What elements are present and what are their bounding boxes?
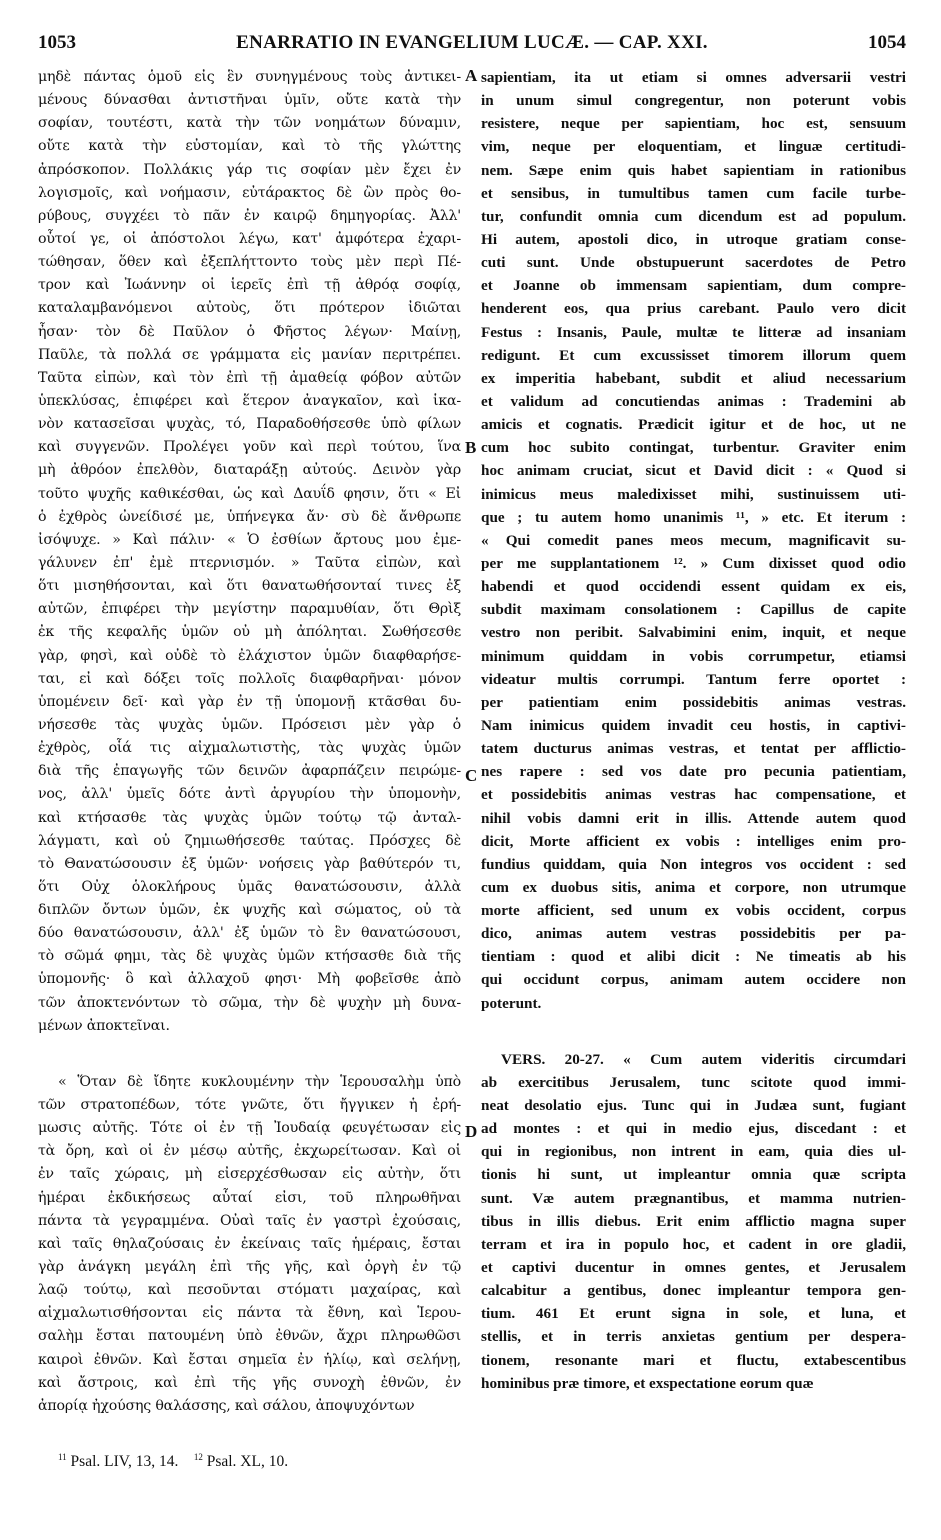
text-line: neat desolatio ejus. Tunc qui in Judæa sunt, fugiant (481, 1097, 906, 1115)
text-line: amicis et cognatis. Prædicit igitur et de hoc, ut ne (481, 416, 906, 434)
text-line: subdit maximam consolationem : Capillus de capite (481, 601, 906, 619)
page-number-left: 1053 (38, 32, 76, 53)
text-line: τρον καὶ Ἰωάννην οἱ ἱερεῖς ἐπὶ τῇ ἀθρόᾳ σοφίᾳ, (38, 277, 461, 294)
margin-letter-c: C (465, 766, 478, 785)
text-line: σοφίαν, τουτέστι, κατὰ τὴν τῶν νοημάτων δύναμιν, (38, 115, 461, 132)
text-line: Festus : Insanis, Paule, multæ te litteræ ad insaniam (481, 323, 906, 341)
paragraph-gap (38, 1038, 461, 1071)
text-line: et Joanne ob immensam sapientiam, dum compre- (481, 277, 906, 295)
text-line: et possidebitis animas vestras hac compensatione, et (481, 786, 906, 804)
text-line: νος, ἀλλ' ὑμεῖς δότε ἀντὶ ἀργυρίου τὴν ὑπομονὴν, (38, 786, 461, 803)
text-line: ἰσόψυχε. » Καὶ πάλιν· « Ὁ ἐσθίων ἄρτους μου ἐμε- (38, 531, 461, 548)
text-line: καὶ συγγενῶν. Προλέγει γοῦν καὶ περὶ τούτου, ἵνα (38, 439, 461, 456)
footnote-11-mark: 11 (58, 1452, 67, 1462)
text-line: qui in regionibus, non intrent in eam, quia dies ul- (481, 1143, 906, 1161)
text-line: καιροὶ ἐθνῶν. Καὶ ἔσται σημεῖα ἐν ἡλίῳ, καὶ σελήνῃ, (38, 1351, 461, 1368)
page-header (38, 32, 906, 60)
text-line: γὰρ, φησὶ, καὶ οὐδὲ τὸ ἐλάχιστον ὑμῶν διαφθαρήσε- (38, 647, 461, 664)
text-line: qui occidunt corpus, animam autem occidere non (481, 971, 906, 989)
text-line: οὗτοί γε, οἱ ἀπόστολοι λέγω, κατ' ἀμφότερα ἐχαρι- (38, 230, 461, 247)
text-line: ἀπορίᾳ ἠχούσης θαλάσσης, καὶ σάλου, ἀποψυχόντων (38, 1397, 415, 1414)
text-line: « Ὅταν δὲ ἴδητε κυκλουμένην τὴν Ἱερουσαλὴμ ὑπὸ (58, 1073, 461, 1090)
text-line: nem. Sæpe enim quis habet sapientiam in rationibus (481, 161, 906, 179)
greek-column (38, 66, 461, 1418)
text-line: τῶν στρατοπέδων, τότε γνῶτε, ὅτι ἤγγικεν ἡ ἐρή- (38, 1097, 461, 1114)
text-line: calcabitur a gentibus, donec impleantur tempora gen- (481, 1282, 906, 1300)
text-line: ται, εἰ καὶ δόξει τοῖς πολλοῖς διαφθαρῆναι· μόνον (38, 670, 461, 687)
text-line: tium. 461 Et erunt signa in sole, et luna, et (481, 1305, 906, 1323)
text-line: σαλὴμ ἔσται πατουμένη ὑπὸ ἐθνῶν, ἄχρι πληρωθῶσι (38, 1328, 461, 1345)
text-line: terram et ira in populo hoc, et cadent in ore gladii, (481, 1235, 906, 1253)
text-line: δύο θανατώσουσιν, ἀλλ' ἐξ ὑμῶν τὸ ἓν θανατώσουσι, (38, 925, 461, 942)
text-line: nihil vobis damni erit in illis. Attende autem quod (481, 809, 906, 827)
text-line: tatem ducturus animas vestras, et tentat per afflictio- (481, 740, 906, 758)
text-line: ad montes : et qui in medio ejus, discedant : et (481, 1120, 906, 1138)
text-line: hoc animam cruciat, sicut et David dicit : « Quod si (481, 462, 906, 480)
text-line: habendi et quod occidendi essent quidam ex eis, (481, 578, 906, 596)
text-line: Hi autem, apostoli dico, in utroque gratiam conse- (481, 230, 906, 248)
text-line: καὶ κτήσασθε τὰς ψυχὰς ὑμῶν τούτῳ τῷ ἀνταλ- (38, 809, 461, 826)
text-line: cuti sunt. Unde obstupuerunt sacerdotes de Petro (481, 254, 906, 272)
text-line: tibus in illis diebus. Erit enim afflictio magna super (481, 1212, 906, 1230)
text-line: ὑπεκλύσας, ἐπιφέρει καὶ ἕτερον ἀναγκαῖον, καὶ ἱκα- (38, 392, 461, 409)
text-line: μένους δύνασθαι ἀντιστῆναι ὑμῖν, οὔτε κατὰ τὴν (38, 92, 461, 109)
text-line: cum hoc subito contingat, turbentur. Graviter enim (481, 439, 906, 457)
text-line: διὰ τῆς ἐπαγωγῆς τῶν δεινῶν ἀφαρπάζειν πειρώμε- (38, 763, 461, 780)
text-line: ἡμέραι ἐκδικήσεως αὗταί εἰσι, τοῦ πληρωθῆναι (38, 1189, 461, 1206)
text-line: ab exercitibus Jerusalem, tunc scitote quod immi- (481, 1073, 906, 1091)
text-line: νὸν κατασεῖσαι ψυχὰς, τό, Παραδοθήσεσθε ὑπὸ φίλων (38, 416, 461, 433)
text-line: ἐν ταῖς χώραις, μὴ εἰσερχέσθωσαν εἰς αὐτὴν, ὅτι (38, 1166, 461, 1183)
text-line: henderent eos, qua prius carebant. Paulo vero dicit (481, 300, 906, 318)
paragraph-gap (481, 1015, 906, 1048)
text-line: tur, confundit omnia cum dicendum est ad populum. (481, 207, 906, 225)
text-line: et sensibus, in tumultibus tamen cum facile turbe- (481, 184, 906, 202)
text-line: VERS. 20-27. « Cum autem videritis circumdari (501, 1050, 906, 1068)
text-line: ἐκ τῆς κεφαλῆς ὑμῶν οὐ μὴ ἀπόληται. Σωθήσεσθε (38, 624, 461, 641)
margin-letter-a: A (465, 66, 478, 85)
text-line: τώθησαν, ὅθεν καὶ ἐξεπλήττοντο τοὺς μὲν περὶ Πέ- (38, 254, 461, 271)
text-line: et validum ad concutiendas animas : Trademini ab (481, 392, 906, 410)
text-line: γάλυνεν ἐπ' ἐμὲ πτερνισμόν. » Ταῦτα εἰπὼν, καὶ (38, 554, 461, 571)
text-line: ὑπομονῆς· ὃ καὶ ἀλλαχοῦ φησι· Μὴ φοβεῖσθε ἀπὸ (38, 971, 461, 988)
text-line: sapientiam, ita ut etiam si omnes adversarii vestri (481, 69, 906, 86)
text-line: ἐχθρὸς, οἷά τις αἰχμαλωτιστὴς, τὰς ψυχὰς ὑμῶν (38, 740, 461, 757)
footnote-12: Psal. XL, 10. (206, 1453, 289, 1471)
footnotes (58, 1452, 288, 1471)
text-line: μωσις αὐτῆς. Τότε οἱ ἐν τῇ Ἰουδαίᾳ φευγέτωσαν εἰς (38, 1120, 461, 1137)
text-line: vim, neque per eloquentiam, et linguæ certitudi- (481, 138, 906, 156)
text-line: ἀπρόσκοπον. Πολλάκις γάρ τις σοφίαν μὲν ἔχει ἐν (38, 161, 461, 178)
footnote-12-mark: 12 (193, 1452, 203, 1462)
text-line: γὰρ ἀνάγκη μεγάλη ἐπὶ τῆς γῆς, καὶ ὀργὴ ἐν τῷ (38, 1259, 461, 1276)
text-line: minimum quiddam in vobis corrumpetur, etiamsi (481, 647, 906, 665)
text-line: hominibus præ timore, et exspectatione eorum quæ (481, 1374, 814, 1392)
text-line: καὶ ταῖς θηλαζούσαις ἐν ἐκείναις ταῖς ἡμέραις, ἔσται (38, 1235, 461, 1252)
text-line: morte afficient, sed unum ex vobis occident, corpus (481, 902, 906, 920)
text-line: τῶν ἀποκτενόντων τὸ σῶμα, τὴν δὲ ψυχὴν μὴ δυνα- (38, 994, 461, 1011)
text-line: αἰχμαλωτισθήσονται εἰς πάντα τὰ ἔθνη, καὶ Ἱερου- (38, 1305, 461, 1322)
text-line: que ; tu autem homo unanimis ¹¹, » etc. Et iterum : (481, 508, 906, 526)
text-line: τὰ ὄρη, καὶ οἱ ἐν μέσῳ αὐτῆς, ἐκχωρείτωσαν. Καὶ οἱ (38, 1143, 461, 1160)
text-line: ὅτι μισηθήσονται, καὶ ὅτι θανατωθήσονταί τινες ἐξ (38, 578, 461, 595)
text-line: Ταῦτα εἰπὼν, καὶ τὸν ἐπὶ τῇ ἀμαθείᾳ φόβον αὐτῶν (38, 369, 461, 386)
text-line: ὁ ἐχθρὸς ὠνείδισέ με, ὑπήνεγκα ἄν· σὺ δὲ ἄνθρωπε (38, 508, 461, 525)
margin-letter-b: B (465, 438, 477, 457)
text-line: resistere, neque per sapientiam, hoc est, sensuum (481, 115, 906, 133)
text-line: αὐτῶν, ἐπιφέρει τὴν μεγίστην παραμυθίαν, ὅτι Θρὶξ (38, 601, 461, 618)
page-number-right: 1054 (868, 32, 906, 53)
text-line: ὑπομένειν δεῖ· καὶ γὰρ ἐν τῇ ὑπομονῇ κτᾶσθαι δυ- (38, 693, 461, 710)
text-line: λαῷ τούτῳ, καὶ πεσοῦνται στόματι μαχαίρας, καὶ (38, 1282, 461, 1299)
text-line: dicit, Morte afficient ex vobis : intelliges enim pro- (481, 832, 906, 850)
text-line: καὶ ἄστροις, καὶ ἐπὶ τῆς γῆς συνοχὴ ἐθνῶν, ἐν (38, 1374, 461, 1391)
text-line: cum ex duobus sitis, anima et corpore, non utrumque (481, 878, 906, 896)
text-line: πάντα τὰ γεγραμμένα. Οὐαὶ ταῖς ἐν γαστρὶ ἐχούσαις, (38, 1212, 461, 1229)
text-line: καταλαμβανόμενοι αὐτοὺς, ὅτι πρότερον ἰδιῶται (38, 300, 461, 317)
text-line: stellis, et in terris anxietas gentium per despera- (481, 1328, 906, 1346)
text-line: vestro non peribit. Salvabimini enim, inquit, et neque (481, 624, 906, 642)
text-line: ὅτι Οὐχ ὁλοκλήρους ὑμᾶς θανατώσουσιν, ἀλλὰ (38, 878, 461, 895)
text-line: poterunt. (481, 994, 542, 1012)
text-line: τοῦτο ψυχῆς καθικέσθαι, ὡς καὶ Δαυΐδ φησιν, ὅτι « Εἰ (38, 485, 461, 502)
text-line: Παῦλε, τὰ πολλά σε γράμματα εἰς μανίαν περιτρέπει. (38, 346, 461, 363)
text-line: per patientiam enim possidebitis animas vestras. (481, 693, 906, 711)
margin-letter-d: D (465, 1122, 478, 1141)
text-line: νήσεσθε τὰς ψυχὰς ὑμῶν. Πρόσεισι μὲν γὰρ ὁ (38, 716, 461, 733)
text-line: in unum simul congregentur, non poterunt vobis (481, 92, 906, 110)
text-line: et captivi ducentur in omnes gentes, et Jerusalem (481, 1259, 906, 1277)
text-line: λάγματι, καὶ οὐ ζημιωθήσεσθε ταύτας. Πρόσχες δὲ (38, 832, 461, 849)
text-line: μηδὲ πάντας ὁμοῦ εἰς ἓν συνηγμένους τοὺς ἀντικει- (38, 69, 461, 85)
text-line: fundius quiddam, quia Non integros vos occident : sed (481, 855, 906, 873)
text-line: inimicus meus maledixisset mihi, sustinuissem uti- (481, 485, 906, 503)
text-line: redigunt. Et cum excussisset timorem illorum quem (481, 346, 906, 364)
text-line: τὸ σῶμά φημι, τὰς δὲ ψυχὰς ὑμῶν κτήσασθε διὰ τῆς (38, 948, 461, 965)
text-line: ρύβους, συγχέει τὸ πᾶν ἐν καιρῷ δημηγορίας. Ἀλλ' (38, 207, 461, 224)
text-line: διπλῶν ὄντων ὑμῶν, ἐκ ψυχῆς καὶ σώματος, οὐ τὰ (38, 902, 461, 919)
text-line: Nam inimicus quidem invadit ceu hostis, in captivi- (481, 716, 906, 734)
text-line: μὴ ἀθρόον ἐπελθὸν, διαταράξῃ αὐτούς. Δεινὸν γὰρ (38, 462, 461, 479)
running-title: ENARRATIO IN EVANGELIUM LUCÆ. — CAP. XXI. (236, 32, 708, 53)
text-line: dico, animas autem vestras possidebitis per pa- (481, 925, 906, 943)
text-line: tientiam : quod et alibi dicit : Ne timeatis ab his (481, 948, 906, 966)
latin-column (481, 66, 906, 1395)
text-line: ἦσαν· τὸν δὲ Παῦλον ὁ Φῆστος λέγων· Μαίνῃ, (38, 323, 461, 340)
text-line: ex imperitia habebant, subdit et aliud necessarium (481, 369, 906, 387)
text-line: per me supplantationem ¹². » Cum dixisset quod odio (481, 554, 906, 572)
text-line: nes rapere : sed vos date pro pecunia patientiam, (481, 763, 906, 781)
text-line: « Qui comedit panes meos mecum, magnificavit su- (481, 531, 906, 549)
text-line: τὸ Θανατώσουσιν ἐξ ὑμῶν· νοήσεις γὰρ βαθύτερόν τι, (38, 855, 461, 872)
text-line: videatur multis corrumpi. Tantum ferre oportet : (481, 670, 906, 688)
footnote-11: Psal. LIV, 13, 14. (70, 1453, 179, 1471)
text-line: sunt. Væ autem prægnantibus, et mamma nutrien- (481, 1189, 906, 1207)
text-line: οὔτε κατὰ τὴν εὐστομίαν, καὶ τὸ τῆς γλώττης (38, 138, 461, 155)
text-line: tionem, resonante mari et fluctu, extabescentibus (481, 1351, 906, 1369)
text-line: tionis hi sunt, ut impleantur omnia quæ scripta (481, 1166, 906, 1184)
text-line: μένων ἀποκτεῖναι. (38, 1017, 170, 1034)
text-line: λογισμοῖς, καὶ νοήμασιν, εὐτάρακτος δὲ ὢν πρὸς θο- (38, 184, 461, 201)
